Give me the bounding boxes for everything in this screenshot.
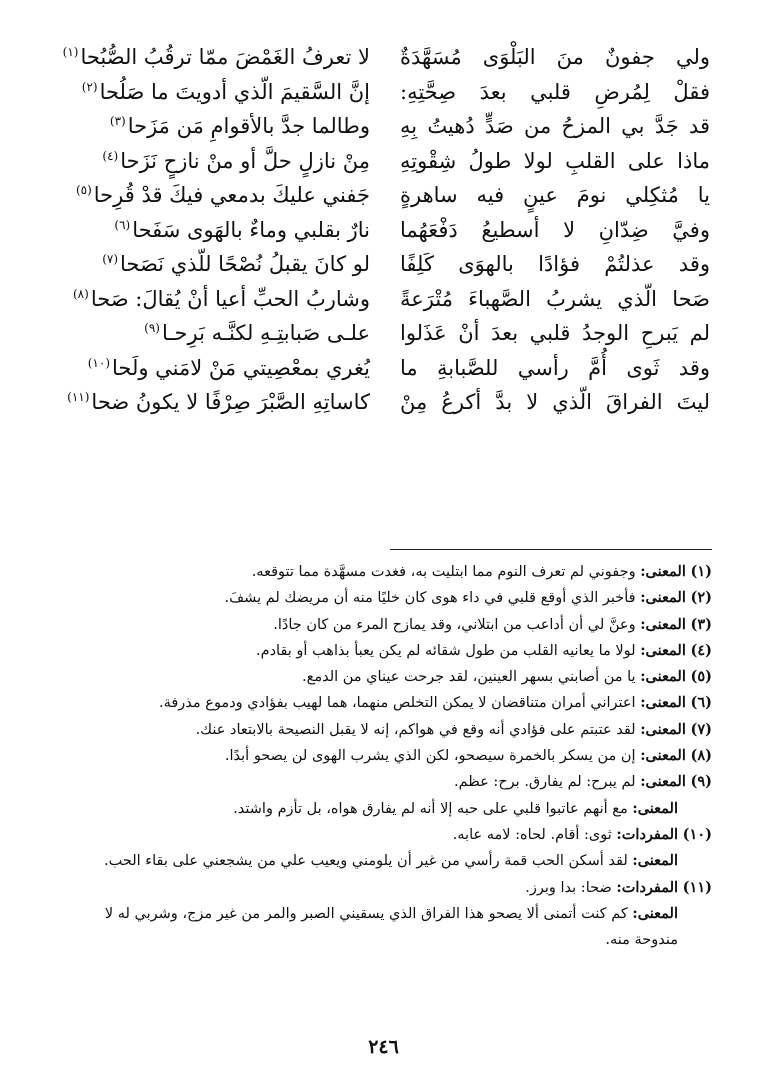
footnote-label: المفردات: bbox=[616, 825, 679, 843]
verse-first-hemistich: قد جَدَّ بي المزحُ من صَدٍّ دُهيتُ بِهِ bbox=[400, 114, 710, 138]
poem bbox=[60, 40, 710, 420]
verse-second-text: لو كانَ يقبلُ نُصْحًا للّذي نَصَحا bbox=[120, 252, 370, 276]
footnote-reference: (٤) bbox=[102, 148, 119, 163]
footnote-reference: (١١) bbox=[67, 390, 90, 404]
verse-second-hemistich bbox=[60, 351, 370, 386]
verse-second-text: علـى صَبابتِـهِ لكنَّـه بَرِحـا bbox=[161, 321, 370, 345]
footnote-label: المعنى: bbox=[640, 589, 686, 607]
footnote-number: (٥) bbox=[690, 668, 712, 686]
footnote-text: وجفوني لم تعرف النوم مما ابتليت به، فغدت مسهَّدة مما تتوقعه. bbox=[251, 564, 636, 580]
footnote-number: (٧) bbox=[690, 720, 712, 738]
verse-second-hemistich bbox=[60, 75, 370, 110]
footnote-entry bbox=[62, 901, 712, 954]
footnote-number: (٨) bbox=[690, 747, 712, 765]
footnote-reference: (٥) bbox=[75, 183, 92, 197]
footnote-entry bbox=[62, 769, 712, 795]
footnote-number: (١١) bbox=[682, 878, 712, 896]
footnote-label: المعنى: bbox=[632, 799, 678, 817]
verse-second-hemistich bbox=[60, 316, 370, 351]
footnote-text: كم كنت أتمنى ألا يصحو هذا الفراق الذي يسقيني الصبر والمر من غير مزج، وشربي له لا مندوحة منه. bbox=[104, 905, 678, 949]
verse-first-hemistich: وقد عذلتُمْ فؤادًا بالهوَى كَلِفًا bbox=[400, 252, 710, 276]
footnote-text: ضحا: بدا وبرز. bbox=[525, 879, 612, 896]
footnote-reference: (٢) bbox=[81, 79, 98, 94]
footnote-text: ثوى: أقام. لحاه: لامه عابه. bbox=[452, 826, 612, 843]
footnote-entry bbox=[62, 822, 712, 848]
footnote-text: اعتراني أمران متناقضان لا يمكن التخلص منهما، هما لهيب بفؤادي ودموع مذرفة. bbox=[158, 695, 636, 712]
footnote-text: لولا ما يعانيه القلب من طول شقائه لم يكن يعبأ بذاهب أو بقادم. bbox=[255, 642, 636, 659]
footnote-entry bbox=[62, 717, 712, 743]
verse-second-text: وطالما جدَّ بالأقوامِ مَن مَزَحا bbox=[127, 114, 370, 138]
footnote-reference: (٦) bbox=[114, 217, 131, 232]
verse-first-hemistich: فقلْ لِمُرضِ قلبي بعدَ صِحَّتِهِ: bbox=[400, 79, 710, 104]
verse-second-text: نارٌ بقلبي وماءٌ بالهَوى سَفَحا bbox=[132, 217, 370, 242]
verse-second-text: إنَّ السَّقيمَ الّذي أدويتَ ما صَلُحا bbox=[99, 79, 370, 104]
footnote-number: (٣) bbox=[690, 615, 712, 633]
footnote-label: المعنى: bbox=[640, 747, 686, 765]
footnote-label: المعنى: bbox=[640, 668, 686, 686]
verse-second-text: لا تعرفُ الغَمْضَ ممّا ترقُبُ الصُّبُحا bbox=[80, 45, 370, 69]
footnote-label: المفردات: bbox=[616, 878, 679, 896]
footnote-entry bbox=[62, 875, 712, 901]
verse-first-hemistich: ولي جفونٌ منَ البَلْوَى مُسَهَّدَةٌ bbox=[400, 45, 710, 69]
footnote-number: (٢) bbox=[690, 589, 712, 607]
footnote-entry bbox=[62, 690, 712, 716]
footnote-reference: (١٠) bbox=[87, 355, 110, 370]
footnote-text: لقد عتبتم على فؤادي أنه وقع في هواكم، إنه لا يقبل النصيحة بالابتعاد عنك. bbox=[195, 721, 636, 738]
footnote-entry bbox=[62, 585, 712, 611]
verse-first-hemistich: يا مُثكِلي نومَ عينٍ فيه ساهرةٍ bbox=[400, 183, 710, 207]
footnote-label: المعنى: bbox=[640, 720, 686, 738]
footnote-number: (٤) bbox=[690, 641, 712, 659]
footnote-number: (٦) bbox=[690, 694, 712, 712]
footnote-number: (١٠) bbox=[682, 825, 712, 843]
verse-second-hemistich bbox=[60, 385, 370, 420]
footnote-entry bbox=[62, 796, 712, 822]
footnote-label: المعنى: bbox=[640, 641, 686, 659]
footnote-text: إن من يسكر بالخمرة سيصحو، لكن الذي يشرب الهوى لن يصحو أبدًا. bbox=[224, 748, 636, 765]
footnote-text: يا من أصابني بسهر العينين، لقد جرحت عيناي من الدمع. bbox=[302, 669, 636, 686]
footnote-label: المعنى: bbox=[632, 852, 678, 870]
footnote-text: لقد أسكن الحب قمة رأسي من غير أن يلومني ويعيب علي من يشجعني على بقاء الحب. bbox=[104, 853, 628, 870]
footnote-reference: (١) bbox=[62, 45, 79, 59]
verse-second-hemistich bbox=[60, 178, 370, 213]
verse-first-hemistich: ليتَ الفراقَ الّذي لا بدَّ أكرعُ مِنْ bbox=[400, 390, 710, 414]
footnote-text: وعنَّ لي أن أداعب من ابتلاني، وقد يمازح المرء من كان جادًا. bbox=[273, 616, 636, 633]
footnote-entry bbox=[62, 638, 712, 664]
footnotes bbox=[62, 559, 712, 953]
footnote-entry bbox=[62, 848, 712, 874]
footnote-entry bbox=[62, 664, 712, 690]
footnote-label: المعنى: bbox=[640, 694, 686, 712]
verse-first-hemistich: ماذا على القلبِ لولا طولُ شِقْوتِهِ bbox=[400, 148, 710, 173]
footnote-label: المعنى: bbox=[632, 904, 678, 922]
verse-second-hemistich bbox=[60, 109, 370, 144]
verse-second-text: كاساتِهِ الصَّبْرَ صِرْفًا لا يكونُ ضحا bbox=[91, 390, 370, 414]
verse-second-text: مِنْ نازلٍ حلَّ أو منْ نازحٍ نَزَحا bbox=[120, 148, 370, 173]
verse-first-hemistich: وفيَّ ضِدّانِ لا أسطيعُ دَفْعَهُما bbox=[400, 217, 710, 242]
verse-second-hemistich bbox=[60, 282, 370, 317]
footnote-entry bbox=[62, 612, 712, 638]
footnote-label: المعنى: bbox=[640, 563, 686, 580]
page-number: ٢٤٦ bbox=[368, 1036, 399, 1058]
footnote-reference: (٩) bbox=[144, 321, 160, 335]
verse-second-text: وشاربُ الحبِّ أعيا أنْ يُقالَ: صَحا bbox=[90, 286, 370, 311]
verse-second-hemistich bbox=[60, 144, 370, 179]
verse-first-hemistich: صَحا الّذي يشربُ الصَّهباءَ مُتْرَعةً bbox=[400, 286, 710, 311]
footnote-text: مع أنهم عاتبوا قلبي على حبه إلا أنه لم يفارق هواه، بل تأزم واشتد. bbox=[233, 800, 628, 817]
verse-first-hemistich: وقد ثَوى أُمَّ رأسي للصَّبابةِ ما bbox=[400, 355, 710, 380]
verse-second-hemistich bbox=[60, 40, 370, 75]
footnote-label: المعنى: bbox=[640, 773, 686, 791]
footnote-text: فأخبر الذي أوقع قلبي في داء هوى كان خليًا منه أن مريضك لم يشفَ. bbox=[224, 590, 636, 607]
verse-first-hemistich: لم يَبرحِ الوجدُ قلبي بعدَ أنْ عَذَلوا bbox=[400, 321, 710, 345]
footnote-reference: (٣) bbox=[109, 114, 126, 128]
footnote-divider bbox=[390, 549, 712, 550]
footnote-text: لم يبرح: لم يفارق. برح: عظم. bbox=[454, 774, 636, 791]
footnote-reference: (٧) bbox=[102, 252, 119, 266]
verse-second-hemistich bbox=[60, 247, 370, 282]
footnote-reference: (٨) bbox=[72, 286, 89, 301]
footnote-number: (٩) bbox=[690, 773, 712, 791]
verse-second-hemistich bbox=[60, 213, 370, 248]
footnote-entry bbox=[62, 559, 712, 585]
footnote-label: المعنى: bbox=[640, 615, 686, 633]
verse-second-text: يُغري بمعْصِيتي مَنْ لامَني ولَحا bbox=[112, 355, 370, 380]
verse-second-text: جَفني عليكَ بدمعي فيكَ قدْ قُرِحا bbox=[93, 183, 370, 207]
footnote-number: (١) bbox=[690, 563, 712, 580]
footnote-entry bbox=[62, 743, 712, 769]
